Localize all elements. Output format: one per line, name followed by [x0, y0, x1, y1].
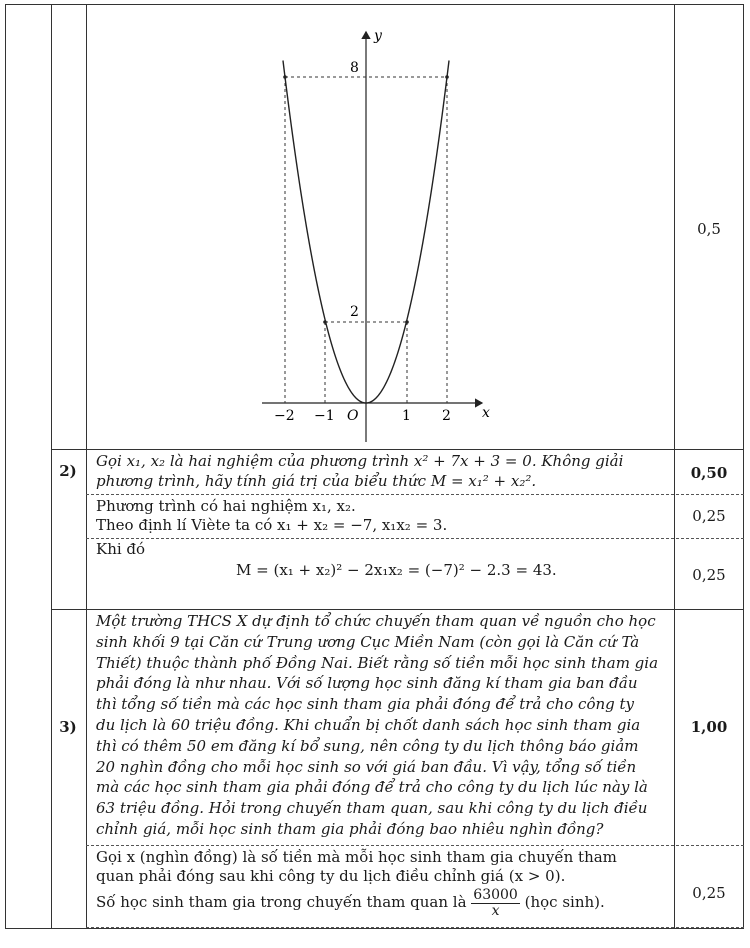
y-axis-label: y [374, 28, 382, 44]
score-q3-step1: 0,25 [692, 884, 726, 902]
q3-prompt-line-6: du lịch là 60 triệu đồng. Khi chuẩn bị chốt danh sách học sinh tham gia [96, 716, 641, 734]
q3-prompt-line-9: mà các học sinh tham gia phải đóng để trả cho công ty du lịch lúc này là [96, 778, 648, 797]
q2-prompt-line-1: Gọi x₁, x₂ là hai nghiệm của phương trình x² + 7x + 3 = 0. Không giải [96, 452, 624, 470]
dashed-divider-q2-a [86, 494, 744, 495]
question-2-number: 2) [59, 462, 77, 480]
score-q3-main: 1,00 [690, 718, 728, 736]
x-tick-neg1: −1 [314, 408, 335, 424]
fraction-students [471, 888, 520, 919]
parabola-graph [250, 22, 510, 447]
x-tick-1: 1 [402, 408, 411, 424]
x-axis-label: x [482, 405, 490, 421]
origin-label: O [347, 408, 359, 424]
q2-prompt-line-2: phương trình, hãy tính giá trị của biểu thức M = x₁² + x₂². [96, 472, 537, 490]
q3-step1-line-3 [96, 884, 605, 920]
q3-prompt-line-2: sinh khối 9 tại Căn cứ Trung ương Cục Miền Nam (còn gọi là Căn cứ Tà [96, 632, 640, 651]
q3-prompt-line-1: Một trường THCS X dự định tổ chức chuyến tham quan về nguồn cho học [96, 612, 656, 630]
q3-step1-line3-prefix: Số học sinh tham gia trong chuyến tham quan là [96, 893, 467, 911]
dashed-divider-q3-a [86, 845, 744, 846]
fraction-numerator: 63000 [473, 886, 518, 903]
fraction-denominator: x [491, 902, 500, 919]
q3-step1-line3-suffix: (học sinh). [524, 893, 605, 911]
q3-prompt-line-4: phải đóng là như nhau. Với số lượng học sinh đăng kí tham gia ban đầu [96, 674, 638, 693]
q2-step1-line-2: Theo định lí Viète ta có x₁ + x₂ = −7, x₁x₂ = 3. [96, 516, 448, 534]
y-tick-2: 2 [350, 304, 359, 320]
q3-prompt-line-5: thì tổng số tiền mà các học sinh tham gia phải đóng để trả cho công ty [96, 695, 635, 714]
x-tick-neg2: −2 [274, 408, 295, 424]
column-divider-2 [86, 4, 87, 929]
q3-prompt-line-7: thì có thêm 50 em đăng kí bổ sung, nên công ty du lịch thông báo giảm [96, 736, 639, 755]
score-q2-step1: 0,25 [692, 507, 726, 525]
y-tick-8: 8 [350, 60, 359, 76]
q3-prompt-line-3: Thiết) thuộc thành phố Đồng Nai. Biết rằng số tiền mỗi học sinh tham gia [96, 653, 659, 672]
q2-step2-formula: M = (x₁ + x₂)² − 2x₁x₂ = (−7)² − 2.3 = 43. [236, 561, 557, 579]
q3-prompt-line-11: chỉnh giá, mỗi học sinh tham gia phải đóng bao nhiêu nghìn đồng? [96, 820, 604, 838]
q3-prompt-line-8: 20 nghìn đồng cho mỗi học sinh so với giá ban đầu. Vì vậy, tổng số tiền [96, 757, 637, 776]
x-tick-2: 2 [442, 408, 451, 424]
row-divider-graph [51, 449, 744, 450]
q3-prompt-line-10: 63 triệu đồng. Hỏi trong chuyến tham quan, sau khi công ty du lịch điều [96, 799, 648, 818]
q3-step1-line-2: quan phải đóng sau khi công ty du lịch điều chỉnh giá (x > 0). [96, 867, 566, 885]
score-graph: 0,5 [697, 220, 721, 238]
dashed-divider-q2-b [86, 538, 744, 539]
row-divider-q2 [51, 609, 744, 610]
score-q2-main: 0,50 [690, 464, 728, 482]
q2-step1-line-1: Phương trình có hai nghiệm x₁, x₂. [96, 497, 356, 515]
score-q2-step2: 0,25 [692, 566, 726, 584]
column-divider-1 [51, 4, 52, 929]
question-3-number: 3) [59, 718, 77, 736]
dashed-divider-q3-b [86, 927, 744, 928]
q2-step2-line-1: Khi đó [96, 540, 146, 558]
q3-step1-line-1: Gọi x (nghìn đồng) là số tiền mà mỗi học sinh tham gia chuyến tham [96, 848, 617, 866]
